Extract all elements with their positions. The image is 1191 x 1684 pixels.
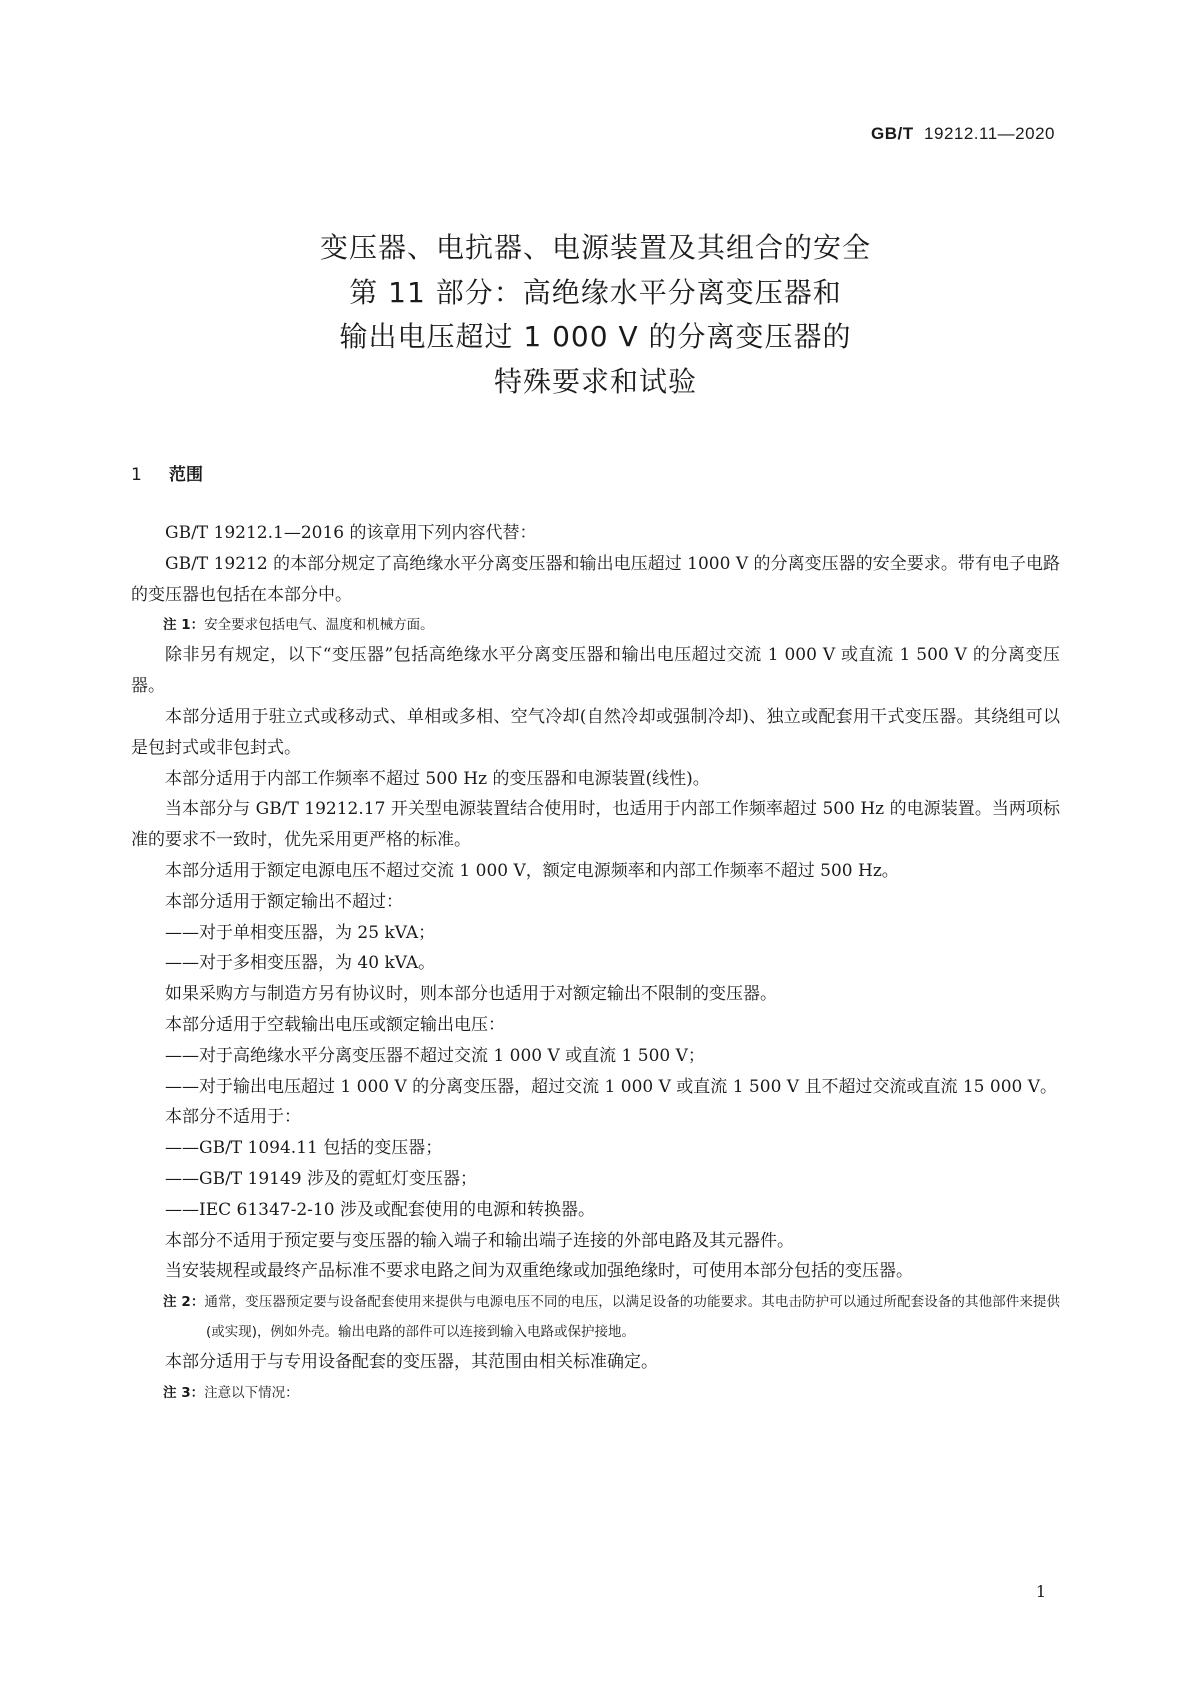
title-line-2: 第 11 部分：高绝缘水平分离变压器和: [349, 275, 842, 309]
paragraph: 除非另有规定，以下“变压器”包括高绝缘水平分离变压器和输出电压超过交流 1 000 V 或直流 1 500 V 的分离变压器。: [131, 645, 1060, 697]
document-title: [0, 226, 1191, 404]
list-item: ——对于多相变压器，为 40 kVA。: [165, 953, 436, 974]
note-label: 注 1：: [163, 617, 205, 634]
note-text: 注意以下情况：: [204, 1384, 299, 1401]
list-item: ——GB/T 1094.11 包括的变压器；: [165, 1138, 443, 1159]
paragraph: GB/T 19212.1—2016 的该章用下列内容代替：: [165, 523, 537, 543]
title-line-1: 变压器、电抗器、电源装置及其组合的安全: [319, 231, 871, 264]
note-3: [131, 1378, 1060, 1408]
paragraph: 本部分适用于与专用设备配套的变压器，其范围由相关标准确定。: [165, 1352, 658, 1373]
note-text: 安全要求包括电气、温度和机械方面。: [204, 617, 434, 634]
page-number: 1: [1035, 1582, 1046, 1601]
note-2: [131, 1287, 1060, 1347]
standard-code-number: 19212.11—2020: [924, 124, 1055, 143]
list-item: ——IEC 61347-2-10 涉及或配套使用的电源和转换器。: [165, 1199, 595, 1220]
note-label: 注 2：: [163, 1294, 205, 1311]
list-item: ——GB/T 19149 涉及的霓虹灯变压器；: [165, 1168, 478, 1189]
paragraph: 当安装规程或最终产品标准不要求电路之间为双重绝缘或加强绝缘时，可使用本部分包括的变压器。: [165, 1261, 913, 1282]
standard-code: [871, 124, 1055, 144]
section-heading: [131, 460, 203, 485]
title-line-4: 特殊要求和试验: [493, 364, 697, 398]
title-line-3: 输出电压超过 1 000 V 的分离变压器的: [339, 320, 852, 353]
section-title: 范围: [169, 465, 203, 485]
section-number: 1: [131, 465, 142, 485]
note-label: 注 3：: [163, 1384, 205, 1401]
paragraph: 本部分适用于内部工作频率不超过 500 Hz 的变压器和电源装置(线性)。: [165, 768, 710, 789]
document-body: [131, 518, 1060, 1408]
standard-code-prefix: GB/T: [870, 124, 914, 143]
paragraph: 如果采购方与制造方另有协议时，则本部分也适用于对额定输出不限制的变压器。: [165, 984, 777, 1005]
paragraph: 当本部分与 GB/T 19212.17 开关型电源装置结合使用时，也适用于内部工作频率超过 500 Hz 的电源装置。当两项标准的要求不一致时，优先采用更严格的标准。: [131, 799, 1060, 851]
paragraph: 本部分适用于驻立式或移动式、单相或多相、空气冷却(自然冷却或强制冷却)、独立或配套用干式变压器。其绕组可以是包封式或非包封式。: [131, 706, 1060, 758]
paragraph: 本部分适用于额定输出不超过：: [165, 891, 403, 912]
list-item: ——对于单相变压器，为 25 kVA；: [165, 922, 436, 943]
list-item: ——对于输出电压超过 1 000 V 的分离变压器，超过交流 1 000 V 或直流 1 500 V 且不超过交流或直流 15 000 V。: [165, 1076, 1058, 1097]
paragraph: 本部分适用于额定电源电压不超过交流 1 000 V，额定电源频率和内部工作频率不超过 500 Hz。: [165, 860, 899, 881]
paragraph: GB/T 19212 的本部分规定了高绝缘水平分离变压器和输出电压超过 1000 V 的分离变压器的安全要求。带有电子电路的变压器也包括在本部分中。: [131, 553, 1060, 605]
paragraph: 本部分适用于空载输出电压或额定输出电压：: [165, 1014, 505, 1035]
note-text: 通常，变压器预定要与设备配套使用来提供与电源电压不同的电压，以满足设备的功能要求。其电击防护可以通过所配套设备的其他部件来提供(或实现)，例如外壳。输出电路的部件可以连接到输入电路或保护接地。: [204, 1294, 1060, 1341]
note-1: [131, 610, 1060, 640]
list-item: ——对于高绝缘水平分离变压器不超过交流 1 000 V 或直流 1 500 V；: [165, 1045, 705, 1066]
paragraph: 本部分不适用于：: [165, 1107, 301, 1128]
paragraph: 本部分不适用于预定要与变压器的输入端子和输出端子连接的外部电路及其元器件。: [165, 1230, 794, 1251]
